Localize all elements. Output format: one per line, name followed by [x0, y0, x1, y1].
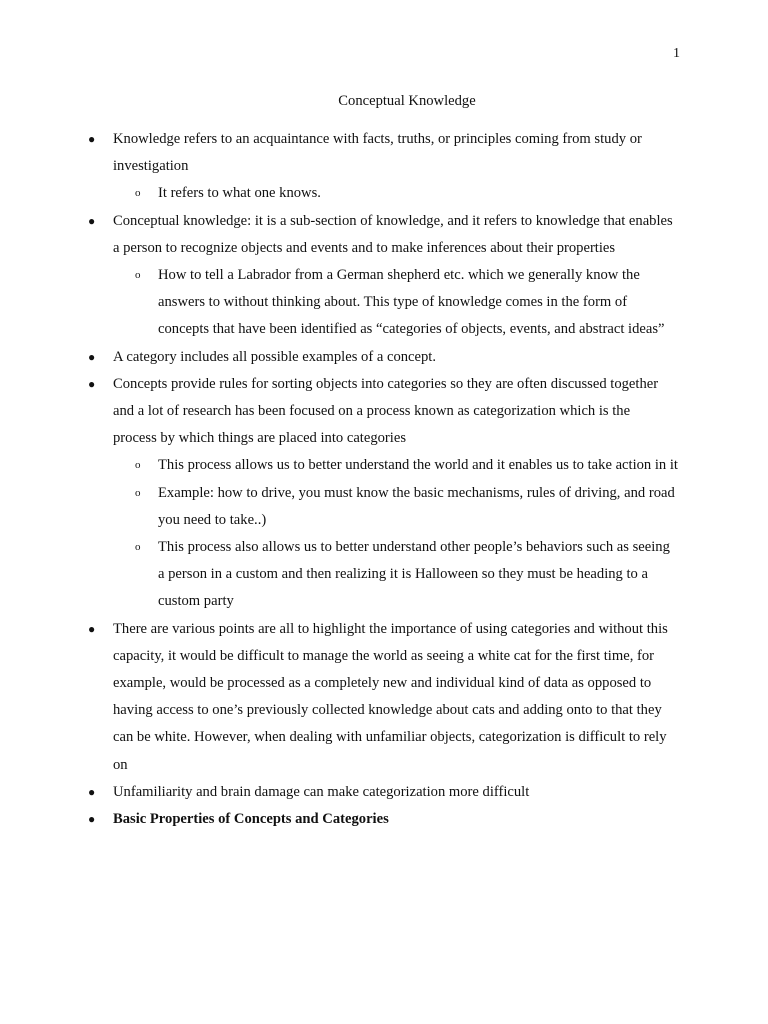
sub-list-item-text: This process also allows us to better understand other people’s behaviors such as seeing a person in a custom and then realizing it is Halloween so they must be heading to a custom party: [158, 539, 670, 610]
bullet-icon: [88, 806, 95, 833]
list-item-text: Conceptual knowledge: it is a sub-section of knowledge, and it refers to knowledge that enables a person to recognize objects and events and to make inferences about their properties: [113, 212, 673, 256]
list-item: [0, 208, 675, 344]
sub-list-item-text: Example: how to drive, you must know the basic mechanisms, rules of driving, and road you need to take..): [158, 484, 675, 528]
list-item-text: Unfamiliarity and brain damage can make categorization more difficult: [113, 783, 530, 800]
circle-bullet-icon: [135, 452, 141, 479]
bullet-icon: [88, 371, 95, 398]
list-item: [0, 344, 675, 371]
sub-list-item: [113, 480, 678, 534]
sub-list-item: [113, 180, 678, 207]
sub-list: [113, 180, 675, 207]
list-item: [0, 616, 675, 779]
list-item-text: There are various points are all to highlight the importance of using categories and without this capacity, it would be difficult to manage the world as seeing a white cat for the first time, for example, would be processed as a completely new and individual kind of data as opposed to having access to one’s previously collected knowledge about cats and adding onto to that they can be white. However, when dealing with unfamiliar objects, categorization is difficult to rely on: [113, 620, 668, 773]
list-item: [0, 126, 675, 208]
sub-list: [113, 452, 678, 615]
list-item: [0, 371, 678, 616]
bullet-icon: [88, 616, 95, 643]
list-item-text: Knowledge refers to an acquaintance with facts, truths, or principles coming from study or investigation: [113, 131, 642, 175]
bullet-icon: [88, 208, 95, 235]
list-item: [0, 779, 675, 806]
sub-list-item: [113, 262, 678, 344]
sub-list: [113, 262, 675, 344]
section-heading-text: Basic Properties of Concepts and Categories: [113, 811, 389, 828]
list-item: [0, 806, 675, 833]
circle-bullet-icon: [135, 262, 141, 289]
circle-bullet-icon: [135, 180, 141, 207]
sub-list-item: [113, 534, 678, 616]
bullet-icon: [88, 344, 95, 371]
sub-list-item-text: How to tell a Labrador from a German shepherd etc. which we generally know the answers to without thinking about. This type of knowledge comes in the form of concepts that have been identified as “categories of objects, events, and abstract ideas”: [158, 267, 665, 338]
sub-list-item: [113, 452, 678, 479]
sub-list-item-text: It refers to what one knows.: [158, 185, 321, 202]
document-title: Conceptual Knowledge: [338, 93, 476, 109]
bullet-icon: [88, 779, 95, 806]
circle-bullet-icon: [135, 534, 141, 561]
bullet-list: [0, 126, 768, 833]
list-item-text: Concepts provide rules for sorting objects into categories so they are often discussed together and a lot of research has been focused on a process known as categorization which is the process by which things are placed into categories: [113, 375, 659, 447]
circle-bullet-icon: [135, 480, 141, 507]
list-item-text: A category includes all possible examples of a concept.: [113, 348, 436, 365]
bullet-icon: [88, 126, 95, 153]
page-number: 1: [673, 46, 680, 61]
sub-list-item-text: This process allows us to better understand the world and it enables us to take action in it: [158, 457, 678, 474]
document-body: [0, 126, 768, 833]
